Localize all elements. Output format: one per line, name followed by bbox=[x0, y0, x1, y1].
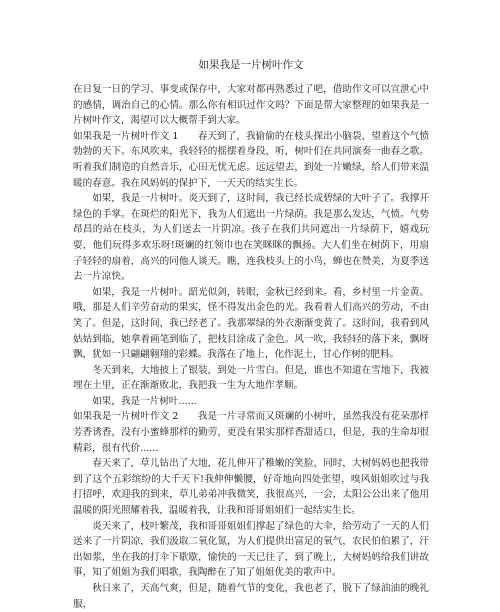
paragraph-essay1-autumn: 如果，我是一片树叶。韶光似剑，转眼，金秋已经到来。看，乡村里一片金黄。哦，那是人们辛劳奋动的果实，怪不得发出金色的光。我看着人们高兴的劳动，不由笑了。但是，这时间，我已经老了。我那翠绿的外衣渐渐变黄了。这时间，我看到风姑姑到临，她拿着画笔到临了，把枝目涂成了金色。风一吹，我轻轻的落下来，飘呀飘，犹如一只翩翩翱翔的彩蝶。我落在了地上，化作泥土，甘心作树的肥料。 bbox=[73, 286, 429, 361]
paragraph-essay1-ending: 如果，我是一片树叶...... bbox=[92, 395, 197, 407]
paragraph-essay2-autumn: 秋日来了，天高气爽，但是，随着气节的变化，我也老了，脱下了绿油油的晚礼服， bbox=[73, 583, 429, 610]
paragraph-essay2-summer: 炎天来了，枝叶繁茂，我和哥哥姐姐们撑起了绿色的大伞，给劳动了一天的人们送来了一片阴凉，我们汲取二氧化氮，为人们提供出富足的氧气，农民伯伯累了，汗出如浆，坐在我的打伞下歇歇，愉快的一天已往了，到了晚上，大树妈妈给我们讲故事，知了姐姐为我们唱歌，我陶醉在了知了姐姐优美的歌声中。 bbox=[73, 520, 429, 579]
paragraph-intro: 在日复一日的学习、事变或保存中，大家对都再熟悉过了吧，借助作文可以宣泄心中的感情，调治自己的心情。那么你有相识过作文吗？下面是帮大家整理的如果我是一片树叶作文，渴望可以大概帮手到大家。 bbox=[73, 84, 429, 127]
document-page bbox=[73, 58, 429, 612]
paragraph-essay2-intro: 如果我是一片树叶作文 2 我是一片寻常而又斑斓的小树叶，虽然我没有花朵那样芳香诱香，没有小蜜蜂那样的勤劳，更没有果实那样香甜适口，但是，我的生命却很精彩，很有代价...... bbox=[73, 411, 429, 454]
paragraph-essay1-summer: 如果，我是一片树叶。炎天到了，这时间，我已经长成碧绿的大叶子了。我撑开绿色的手掌。在斑烂的阳光下，我为人们遮出一片绿荫。我是那么发达，气愤。气势昂昌的站在枝头，为人们送去一片阴凉。孩子在我们共同遮出一片绿荫下，嬉戏玩耍，他们玩得多欢乐呀!斑斓的红领巾也在笑眯眯的飘扬。大人们坐在树荫下，用扇子轻轻的扇着，高兴的同他人谈天。瞧，连我枝头上的小鸟，蝉也在赞美，为夏季送去一片凉快。 bbox=[73, 193, 429, 283]
paragraph-essay1-winter: 冬天到来，大地披上了银装，到处一片雪白。但是，谁也不知道在雪地下，我被埋在土里，正在渐渐败北，我把我一生为大地作孝顺。 bbox=[73, 364, 429, 392]
paragraph-essay2-spring: 春天来了，草儿钻出了大地，花儿伸开了稚嫩的笑脸，同时，大树妈妈也把我带到了这个五彩缤纷的大千天下!我伸伸懒腰，好奇地向四处张望，嗅风姐姐吹过与我打招呼，欢迎我的到来，草儿弟弟冲我微笑，我很高兴，一会，太阳公公出来了他用温暖的阳光照耀着我，温暖着我，让我和哥哥姐姐们一起结实生长。 bbox=[73, 458, 429, 517]
document-title: 如果我是一片树叶作文 bbox=[198, 59, 304, 71]
paragraph-essay1-spring: 如果我是一片树叶作文 1 春天到了，我偷偷的在枝头探出小脑袋，望着这个气愤勃勃的天下。东风吹来，我轻轻的摇摆着身段，听，树叶们在共同演奏一曲春之歌。听着我们制造的自然音乐，心田无忧无虑。远远望去，到处一片嫩绿，给人们带来温暖的春意。我在风妈妈的保护下，一天天的结实生长。 bbox=[73, 130, 429, 189]
